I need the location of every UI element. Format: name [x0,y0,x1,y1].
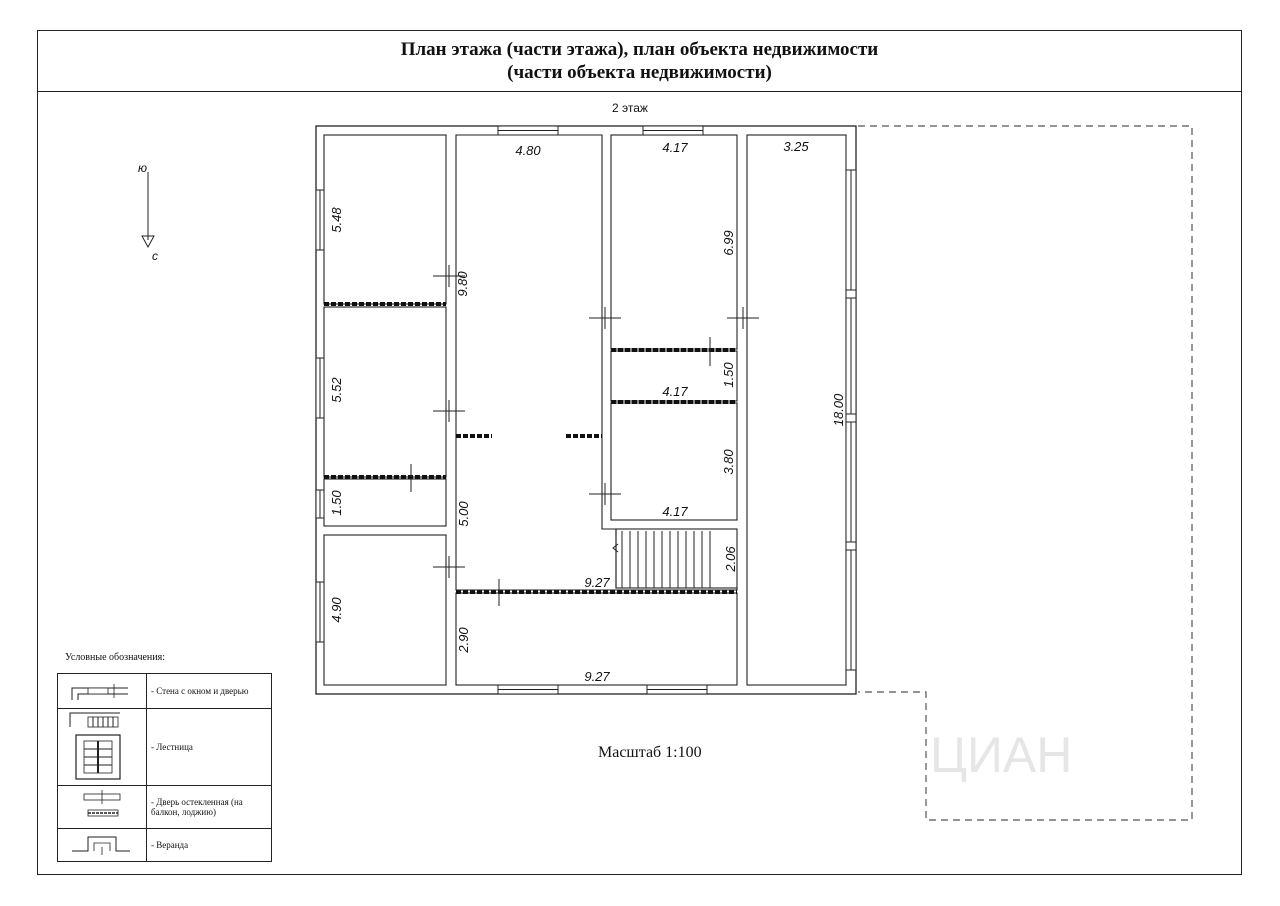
dim-4-90: 4.90 [329,597,344,623]
legend-symbol-stair [58,709,147,786]
dim-5-00: 5.00 [456,501,471,527]
legend-title: Условные обозначения: [65,652,166,663]
compass-north-label: с [152,249,158,263]
stair-box [616,529,737,588]
outer-wall [316,126,856,694]
dim-5-52: 5.52 [329,377,344,403]
dim-2-06: 2.06 [723,546,738,572]
legend-text-stair: - Лестница [147,709,272,786]
floor-label: 2 этаж [612,101,648,115]
dim-2-90: 2.90 [456,627,471,653]
veranda-icon [58,829,146,859]
glazed-door-icon [58,786,146,826]
staircase [613,531,710,588]
dim-4-80: 4.80 [515,143,541,158]
scale-label: Масштаб 1:100 [598,744,702,761]
veranda-outline [858,126,1192,820]
legend-text-glazed-door: - Дверь остекленная (на балкон, лоджию) [147,786,272,829]
dim-6-99: 6.99 [721,230,736,256]
compass-south-label: ю [138,161,148,175]
legend-row [58,786,272,829]
dim-18-00: 18.00 [831,393,846,427]
dim-9-27-mid: 9.27 [584,575,610,590]
legend-text-wall: - Стена с окном и дверью [147,674,272,709]
room-center-right-3 [611,403,737,520]
legend-row [58,709,272,786]
wall-window-door-icon [58,674,146,706]
dim-1-50-left: 1.50 [329,490,344,516]
dim-3-80: 3.80 [721,449,736,475]
legend-table [57,673,272,862]
dim-4-17-top: 4.17 [662,140,688,155]
watermark: ЦИАН [930,727,1073,783]
room-center-right-1 [611,135,737,349]
dim-4-17-low: 4.17 [662,504,688,519]
legend-symbol-glazed-door [58,786,147,829]
compass-icon [138,161,158,263]
title-line-1: План этажа (части этажа), план объекта недвижимости [400,39,879,60]
dim-9-27-bottom: 9.27 [584,669,610,684]
dim-5-48: 5.48 [329,207,344,233]
legend-row [58,674,272,709]
legend-symbol-veranda [58,829,147,862]
legend-row [58,829,272,862]
dim-3-25: 3.25 [783,139,809,154]
legend-symbol-wall [58,674,147,709]
stair-icon [58,709,146,783]
legend-text-veranda: - Веранда [147,829,272,862]
dim-4-17-mid: 4.17 [662,384,688,399]
dim-1-50-right: 1.50 [721,362,736,388]
title-line-2: (части объекта недвижимости) [507,62,772,83]
dim-9-80: 9.80 [455,271,470,297]
room-hall [456,135,737,590]
